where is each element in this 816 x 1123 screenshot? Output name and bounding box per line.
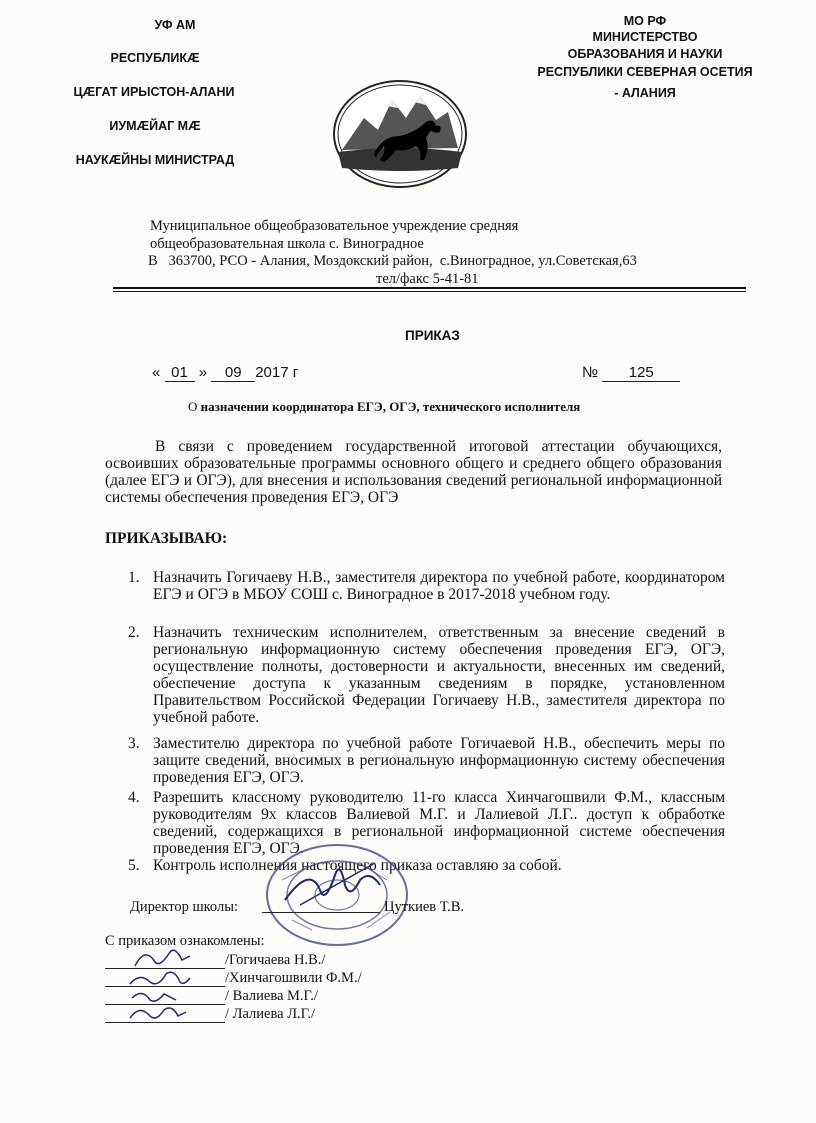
header-right-line5: - АЛАНИЯ [614, 86, 676, 100]
director-label: Директор школы: [130, 899, 238, 915]
acknowledged-person: /Хинчагошвили Ф.М./ [225, 970, 362, 986]
institution-line3: В 363700, РСО - Алания, Моздокский район, с.Виноградное, ул.Советская,63 [148, 253, 637, 269]
order-heading: ПРИКАЗ [405, 328, 460, 343]
number-value: 125 [602, 364, 680, 382]
acknowledged-person: / Валиева М.Г./ [225, 988, 318, 1004]
date-year: 2017 г [255, 364, 299, 381]
header-left-line4: ИУМӔЙАГ МӔ [109, 119, 201, 133]
item-text: Разрешить классному руководителю 11-го класса Хинчагошвили Ф.М., классным руководителям 9х классов Валиевой М.Г. и Лалиевой Л.Г.. доступ к обработке сведений, содержащихся в региональной информационной системе обеспечения проведения ЕГЭ, ОГЭ. [153, 789, 725, 857]
preamble: В связи с проведением государственной итоговой аттестации обучающихся, освоивших образовательные программы основного общего и среднего общего образования (далее ЕГЭ и ОГЭ), для внесения и использования сведений региональной информационной системы обеспечения проведения ЕГЭ, ОГЭ [105, 438, 722, 506]
header-left-line2: РЕСПУБЛИКӔ [110, 51, 200, 65]
header-right-line2: МИНИСТЕРСТВО [592, 30, 698, 44]
list-item [120, 789, 725, 857]
header-right-line4: РЕСПУБЛИКИ СЕВЕРНАЯ ОСЕТИЯ [537, 65, 753, 79]
list-item [120, 624, 725, 726]
item-text: Заместителю директора по учебной работе Гогичаевой Н.В., обеспечить меры по защите сведений, вносимых в региональную информационную систему обеспечения проведения ЕГЭ, ОГЭ. [153, 735, 725, 786]
institution-line2: общеобразовательная школа с. Виноградное [150, 236, 424, 252]
item-number: 5. [128, 857, 140, 874]
subject-text: назначении координатора ЕГЭ, ОГЭ, технического исполнителя [200, 399, 581, 414]
date-day: 01 [165, 364, 195, 382]
header-left-line3: ЦӔГАТ ИРЫСТОН-АЛАНИ [73, 85, 235, 99]
header-right-line1: МО РФ [623, 14, 667, 28]
list-item [120, 857, 725, 874]
item-number: 1. [128, 569, 140, 586]
order-subject [188, 399, 580, 415]
director-signature-icon [280, 855, 390, 915]
date-open-quote: « [152, 364, 161, 381]
number-label: № [582, 364, 599, 381]
item-text: Назначить Гогичаеву Н.В., заместителя директора по учебной работе, координатором ЕГЭ и ОГЭ в МБОУ СОШ с. Виноградное в 2017-2018 учебном году. [153, 569, 725, 603]
header-left-line5: НАУКӔЙНЫ МИНИСТРАД [75, 153, 235, 167]
order-word: ПРИКАЗЫВАЮ: [105, 530, 228, 547]
acknowledged-person: / Лалиева Л.Г./ [225, 1006, 316, 1022]
acknowledged-person: /Гогичаева Н.В./ [225, 952, 326, 968]
list-item [120, 569, 725, 603]
date-month: 09 [211, 364, 255, 382]
order-date [152, 364, 298, 382]
emblem-icon [330, 78, 470, 190]
institution-line4: тел/факс 5-41-81 [376, 271, 479, 287]
item-number: 2. [128, 624, 140, 641]
order-number [582, 364, 680, 382]
date-close-quote: » [198, 364, 208, 381]
staff-signatures-icon [120, 938, 230, 1028]
item-number: 3. [128, 735, 140, 752]
item-number: 4. [128, 789, 140, 806]
header-right-line3: ОБРАЗОВАНИЯ И НАУКИ [567, 47, 723, 61]
director-name: Цуткиев Т.В. [384, 899, 465, 915]
institution-line1: Муниципальное общеобразовательное учреждение средняя [150, 218, 519, 234]
subject-prefix: О [188, 399, 198, 414]
header-left-line1: УФ АМ [154, 18, 196, 32]
list-item [120, 735, 725, 786]
acknowledged-label: С приказом ознакомлены: [105, 933, 265, 949]
item-text: Назначить техническим исполнителем, ответственным за внесение сведений в региональную информационную систему обеспечения проведения ЕГЭ, ОГЭ, осуществление полноты, достоверности и актуальности, внесенных им сведений, обеспечение доступа к указанным сведениям в порядке, установленном Правительством Российской Федерации Гогичаеву Н.В., заместителя директора по учебной работе. [153, 624, 725, 726]
item-text: Контроль исполнения настоящего приказа оставляю за собой. [153, 857, 562, 874]
header-divider [113, 287, 746, 292]
